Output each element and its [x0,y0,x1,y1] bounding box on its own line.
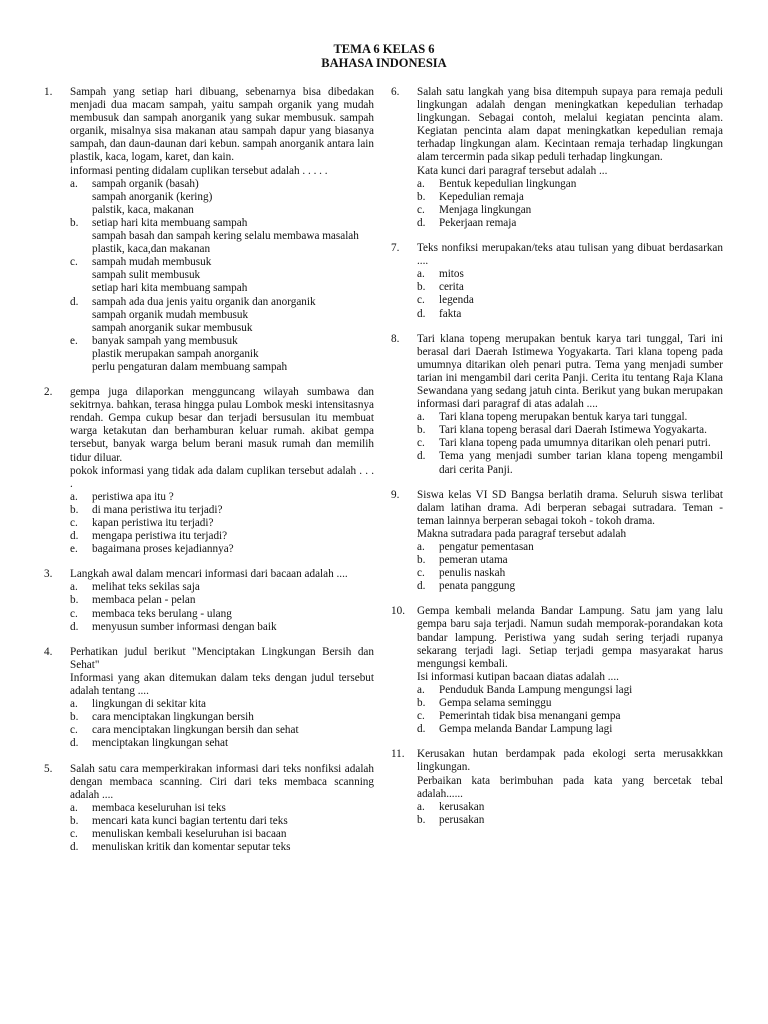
option-text: Kepedulian remaja [439,190,524,203]
option-letter: a. [70,801,78,814]
option-text: mencari kata kunci bagian tertentu dari teks [92,814,288,827]
answer-option [70,296,374,335]
option-text: penata panggung [439,580,516,593]
option-text: Tari klana topeng pada umumnya ditarikan oleh penari putri. [439,437,711,450]
option-letter: c. [70,724,78,737]
answer-options [70,178,374,374]
question-number: 6. [391,86,400,98]
option-text: fakta [439,307,462,320]
option-letter: d. [417,216,426,229]
option-text: penulis naskah [439,567,506,580]
answer-options [417,178,723,230]
option-letter: a. [417,683,425,696]
option-text: Tema yang menjadi sumber tarian klana topeng mengambil dari cerita Panji. [439,450,723,476]
answer-options [417,541,723,593]
answer-option [70,828,374,841]
option-letter: a. [70,490,78,503]
option-text: melihat teks sekilas saja [92,581,200,594]
option-letter: d. [70,530,79,543]
answer-option [417,424,723,437]
option-letter: c. [417,294,425,307]
option-text: plastik merupakan sampah anorganik [92,347,259,360]
answer-option [417,801,723,814]
option-letter: a. [417,268,425,281]
question-prompt: Makna sutradara pada paragraf tersebut adalah [417,527,627,540]
answer-option [417,450,723,476]
question-number: 1. [44,86,53,98]
question-stem: Gempa kembali melanda Bandar Lampung. Satu jam yang lalu gempa baru saja terjadi. Namun sudah memporak-porandakan kota bandar lampung. Peristiwa yang sudah sering terjadi rupanya sekarang terjadi lagi. Setiap terjadi gempa masyarakat harus mengungsi kembali. [417,605,723,670]
option-text: cerita [439,281,464,294]
question-number: 2. [44,386,53,399]
answer-options [417,268,723,320]
option-text: Pekerjaan remaja [439,216,517,229]
answer-option [417,697,723,710]
answer-option [70,802,374,815]
answer-option [417,580,723,593]
option-text: Pemerintah tidak bisa menangani gempa [439,710,621,723]
option-text: lingkungan di sekitar kita [92,698,207,711]
option-letter: b. [70,711,79,724]
option-letter: c. [70,827,78,840]
option-text: di mana peristiwa itu terjadi? [92,503,223,516]
option-text: setiap hari kita membuang sampah [92,282,248,295]
option-text: Tari klana topeng merupakan bentuk karya tari tunggal. [439,411,688,424]
option-letter: d. [417,723,426,736]
answer-option [417,217,723,230]
answer-option [417,411,723,424]
option-text: Penduduk Banda Lampung mengungsi lagi [439,683,633,696]
option-text: sampah sulit membusuk [92,269,201,282]
answer-options [70,698,374,750]
option-text: mitos [439,268,464,281]
answer-option [417,308,723,321]
option-letter: a. [417,177,425,190]
option-letter: a. [70,698,78,711]
answer-option [70,217,374,256]
answer-option [417,191,723,204]
option-text: pemeran utama [439,554,508,567]
question-prompt: Kata kunci dari paragraf tersebut adalah ... [417,164,608,177]
question-stem: Langkah awal dalam mencari informasi dari bacaan adalah .... [70,568,348,581]
option-text: sampah anorganik sukar membusuk [92,321,253,334]
answer-option [70,517,374,530]
option-letter: d. [70,295,79,308]
option-letter: c. [417,710,425,723]
option-text: kerusakan [439,800,485,813]
option-text: mengapa peristiwa itu terjadi? [92,530,228,543]
answer-option [417,567,723,580]
question-item [391,605,723,736]
answer-option [417,437,723,450]
option-letter: a. [417,411,425,424]
question-item [391,86,723,230]
answer-option [70,621,374,634]
header-title: TEMA 6 KELAS 6 [333,42,435,56]
answer-options [70,581,374,633]
option-letter: b. [417,813,426,826]
header-subject: BAHASA INDONESIA [321,56,447,70]
option-text: sampah ada dua jenis yaitu organik dan anorganik [92,295,316,308]
option-letter: b. [417,281,426,294]
answer-options [70,491,374,556]
question-stem: Siswa kelas VI SD Bangsa berlatih drama. Seluruh siswa terlibat dalam latihan drama. Adi berperan sebagai sutradara. Teman - teman lainnya berperan sebagai tokoh - tokoh drama. [417,488,723,527]
question-item [391,489,723,594]
answer-option [70,543,374,556]
option-text: Menjaga lingkungan [439,203,532,216]
answer-option [70,698,374,711]
option-text: kapan peristiwa itu terjadi? [92,517,214,529]
answer-options [417,411,723,476]
answer-option [70,581,374,594]
option-text: sampah organik mudah membusuk [92,308,249,321]
answer-options [417,684,723,736]
option-letter: b. [70,594,79,607]
option-text: sampah mudah membusuk [92,256,212,269]
option-letter: b. [70,814,79,827]
option-text: sampah organik (basah) [92,177,199,190]
answer-option [70,178,374,217]
question-number: 4. [44,645,53,658]
answer-option [417,294,723,307]
answer-option [70,594,374,607]
option-text: menuliskan kritik dan komentar seputar teks [92,841,291,854]
answer-option [70,711,374,724]
left-column [44,86,374,866]
question-prompt: informasi penting didalam cuplikan tersebut adalah . . . . . [70,164,328,177]
option-letter: c. [70,517,78,529]
option-text: cara menciptakan lingkungan bersih dan sehat [92,724,299,737]
option-letter: c. [70,607,78,620]
question-number: 10. [391,605,405,618]
question-item [391,748,723,827]
option-text: plastik, kaca,dan makanan [92,243,211,256]
option-letter: b. [417,697,426,710]
option-letter: c. [417,567,425,580]
question-prompt: Isi informasi kutipan bacaan diatas adalah .... [417,670,619,683]
option-letter: a. [417,541,425,553]
question-stem: gempa juga dilaporkan mengguncang wilayah sumbawa dan sekitrnya. bahkan, terasa hingga pulau Lombok meski intensitasnya rendah. Gempa cukup besar dan terjadi bersusulan itu membuat warga ketakutan dan berhamburan keluar rumah. akibat gempa tersebut, banyak warga belum berani masuk rumah dan memilih tidur diluar. [70,386,374,464]
question-item [44,646,374,751]
option-text: legenda [439,294,474,307]
question-stem: Kerusakan hutan berdampak pada ekologi serta merusakkkan lingkungan. [417,748,723,774]
option-letter: c. [417,437,425,450]
option-letter: b. [417,424,426,437]
option-letter: a. [70,581,78,594]
answer-option [417,268,723,281]
option-text: Gempa selama seminggu [439,697,552,710]
question-stem: Teks nonfiksi merupakan/teks atau tulisan yang dibuat berdasarkan .... [417,242,723,268]
answer-options [417,801,723,827]
answer-option [417,710,723,723]
question-number: 5. [44,762,53,775]
option-text: bagaimana proses kejadiannya? [92,543,234,556]
question-item [44,568,374,633]
option-text: cara menciptakan lingkungan bersih [92,711,254,724]
answer-option [70,815,374,828]
answer-option [417,684,723,697]
question-prompt: Perbaikan kata berimbuhan pada kata yang bercetak tebal adalah...... [417,774,723,800]
question-prompt: Informasi yang akan ditemukan dalam teks dengan judul tersebut adalah tentang .... [70,671,374,698]
question-number: 8. [391,332,400,345]
question-stem: Tari klana topeng merupakan bentuk karya tari tunggal, Tari ini berasal dari Daerah Istimewa Yogyakarta. Tari klana topeng pada umumnya ditarikan oleh penari putra. Tema yang menjadi sumber tarian ini mengambil dari cerita Panji. Cerita itu tentang Raja Klana Sewandana yang sedang jatuh cinta. Berikut yang bukan merupakan informasi dari paragraf di atas adalah .... [417,332,723,411]
option-text: Bentuk kepedulian lingkungan [439,177,577,190]
option-text: membaca keseluruhan isi teks [92,801,226,814]
question-item [44,86,374,374]
answer-option [70,504,374,517]
answer-option [70,491,374,504]
answer-options [70,802,374,854]
option-text: Tari klana topeng berasal dari Daerah Istimewa Yogyakarta. [439,424,707,437]
answer-option [70,608,374,621]
right-column [391,86,723,839]
question-stem: Sampah yang setiap hari dibuang, sebenarnya bisa dibedakan menjadi dua macam sampah, yaitu sampah organik yang mudah membusuk dan sampah anorganik yang sukar membusuk. sampah organik, misalnya sisa makanan atau sampah dapur yang biasanya sampah, dan daun-daunan dari kebun. sampah anorganik antara lain plastik, kaca, logam, karet, dan kain. [70,86,374,164]
question-stem: Salah satu cara memperkirakan informasi dari teks nonfiksi adalah dengan membaca scanning. Ciri dari teks membaca scanning adalah .... [70,762,374,801]
option-text: sampah anorganik (kering) [92,190,213,203]
option-letter: a. [70,177,78,190]
question-item [391,333,723,477]
answer-option [70,256,374,295]
answer-option [70,737,374,750]
option-letter: b. [417,190,426,203]
option-text: palstik, kaca, makanan [92,203,194,216]
option-letter: d. [417,307,426,320]
option-letter: d. [417,580,426,593]
answer-option [417,281,723,294]
option-text: perusakan [439,813,485,826]
answer-option [70,724,374,737]
option-text: menciptakan lingkungan sehat [92,737,229,750]
option-letter: d. [70,737,79,750]
option-letter: d. [70,620,79,633]
option-letter: a. [417,800,425,813]
option-letter: d. [70,841,79,854]
option-letter: b. [70,216,79,229]
answer-option [417,723,723,736]
option-letter: e. [70,543,78,556]
option-text: banyak sampah yang membusuk [92,334,238,347]
answer-option [70,841,374,854]
question-number: 7. [391,242,400,255]
answer-option [417,541,723,554]
question-number: 11. [391,748,405,761]
option-text: setiap hari kita membuang sampah [92,216,248,229]
option-text: menuliskan kembali keseluruhan isi bacaan [92,827,287,840]
option-text: sampah basah dan sampah kering selalu membawa masalah [92,230,359,243]
answer-option [417,178,723,191]
option-text: membaca teks berulang - ulang [92,607,232,620]
question-item [44,386,374,556]
answer-option [70,335,374,374]
answer-option [417,814,723,827]
option-letter: b. [70,503,79,516]
option-letter: c. [70,256,78,269]
option-text: Gempa melanda Bandar Lampung lagi [439,723,613,736]
page-header [0,42,768,70]
question-item [391,242,723,321]
answer-option [417,554,723,567]
question-number: 3. [44,568,53,581]
option-letter: d. [417,450,426,463]
answer-option [417,204,723,217]
answer-option [70,530,374,543]
option-letter: e. [70,334,78,347]
question-number: 9. [391,488,400,501]
question-item [44,763,374,855]
question-stem: Perhatikan judul berikut "Menciptakan Lingkungan Bersih dan Sehat" [70,645,374,671]
option-text: pengatur pementasan [439,541,534,553]
question-stem: Salah satu langkah yang bisa ditempuh supaya para remaja peduli lingkungan adalah dengan meningkatkan kepedulian terhadap lingkungan. Sebagai contoh, melalui kegiatan pencinta alam. Kegiatan pencinta alam dapat meningkatkan kepedulian remaja terhadap lingkungan alam. Kecintaan remaja terhadap lingkungan alam tercermin pada sikap peduli terhadap lingkungan. [417,86,723,164]
option-text: menyusun sumber informasi dengan baik [92,620,277,633]
option-text: perlu pengaturan dalam membuang sampah [92,360,288,373]
question-prompt: pokok informasi yang tidak ada dalam cuplikan tersebut adalah . . . . [70,464,374,490]
option-text: peristiwa apa itu ? [92,490,174,503]
option-letter: b. [417,554,426,567]
option-letter: c. [417,203,425,216]
option-text: membaca pelan - pelan [92,594,196,607]
